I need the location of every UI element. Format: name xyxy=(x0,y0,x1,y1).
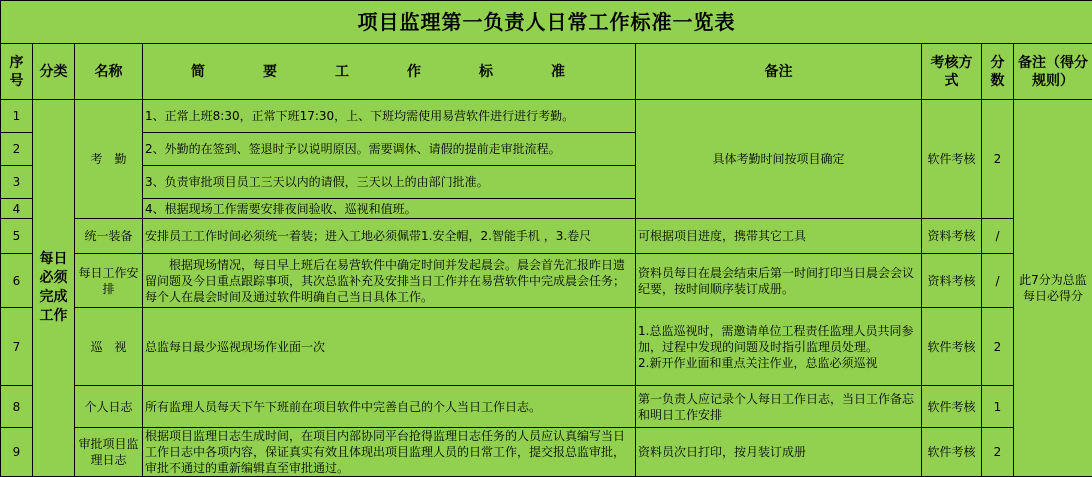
row-remark: 可根据项目进度，携带其它工具 xyxy=(636,219,922,254)
row-name: 巡 视 xyxy=(75,308,143,386)
table-row xyxy=(1,254,1092,308)
row-score: 1 xyxy=(982,386,1014,428)
row-name: 统一装备 xyxy=(75,219,143,254)
header-method: 考核方式 xyxy=(922,44,982,100)
table-row xyxy=(1,428,1092,477)
row-remark: 1.总监巡视时，需邀请单位工程责任监理人员共同参加，过程中发现的问题及时指引监理员处理。 2.新开作业面和重点关注作业，总监必须巡视 xyxy=(636,308,922,386)
row-standard: 3、负责审批项目员工三天以内的请假，三天以上的由部门批准。 xyxy=(143,166,636,199)
row-seq: 7 xyxy=(1,308,33,386)
row-name: 审批项目监理日志 xyxy=(75,428,143,477)
row-standard: 4、根据现场工作需要安排夜间验收、巡视和值班。 xyxy=(143,199,636,219)
header-name: 名称 xyxy=(75,44,143,100)
header-seq: 序号 xyxy=(1,44,33,100)
header-standard: 简 要 工 作 标 准 xyxy=(143,44,636,100)
row-seq: 1 xyxy=(1,100,33,133)
row-standard: 根据项目监理日志生成时间，在项目内部协同平台抢得监理日志任务的人员应认真编写当日工作日志中各项内容，保证真实有效且体现出项目监理人员的日常工作，提交报总监审批，审批不通过的重新编辑直至审批通过。 xyxy=(143,428,636,477)
row-method: 资料考核 xyxy=(922,219,982,254)
page-title: 项目监理第一负责人日常工作标准一览表 xyxy=(1,1,1092,44)
row-standard: 1、正常上班8:30，正常下班17:30，上、下班均需使用易营软件进行进行考勤。 xyxy=(143,100,636,133)
table-row xyxy=(1,219,1092,254)
header-score: 分数 xyxy=(982,44,1014,100)
row-seq: 5 xyxy=(1,219,33,254)
row-standard: 根据现场情况，每日早上班后在易营软件中确定时间并发起晨会。晨会首先汇报昨日遗留问题及今日重点跟踪事项，其次总监补充及安排当日工作并在易营软件中完成晨会任务；每个人在晨会时间及通过软件明确自己当日具体工作。 xyxy=(143,254,636,308)
row-standard: 安排员工工作时间必须统一着装；进入工地必须佩带1.安全帽，2.智能手机 ，3.卷尺 xyxy=(143,219,636,254)
row-method: 软件考核 xyxy=(922,100,982,219)
table-row xyxy=(1,308,1092,386)
row-remark: 资料员次日打印，按月装订成册 xyxy=(636,428,922,477)
row-seq: 6 xyxy=(1,254,33,308)
category-cell: 每日必须完成工作 xyxy=(33,100,75,477)
row-seq: 8 xyxy=(1,386,33,428)
header-note: 备注（得分规则） xyxy=(1014,44,1092,100)
row-seq: 9 xyxy=(1,428,33,477)
row-score: / xyxy=(982,219,1014,254)
header-category: 分类 xyxy=(33,44,75,100)
row-seq: 2 xyxy=(1,133,33,166)
note-rule-cell: 此7分为总监每日必得分 xyxy=(1014,100,1092,477)
row-name: 考 勤 xyxy=(75,100,143,219)
row-method: 软件考核 xyxy=(922,386,982,428)
row-name: 每日工作安排 xyxy=(75,254,143,308)
row-standard: 总监每日最少巡视现场作业面一次 xyxy=(143,308,636,386)
table-row xyxy=(1,100,1092,133)
row-remark: 资料员每日在晨会结束后第一时间打印当日晨会会议纪要，按时间顺序装订成册。 xyxy=(636,254,922,308)
row-name: 个人日志 xyxy=(75,386,143,428)
row-method: 软件考核 xyxy=(922,428,982,477)
row-remark: 具体考勤时间按项目确定 xyxy=(636,100,922,219)
row-method: 资料考核 xyxy=(922,254,982,308)
header-remark: 备注 xyxy=(636,44,922,100)
row-score: / xyxy=(982,254,1014,308)
row-score: 2 xyxy=(982,308,1014,386)
row-score: 2 xyxy=(982,428,1014,477)
row-standard: 所有监理人员每天下午下班前在项目软件中完善自己的个人当日工作日志。 xyxy=(143,386,636,428)
row-seq: 4 xyxy=(1,199,33,219)
row-seq: 3 xyxy=(1,166,33,199)
row-remark: 第一负责人应记录个人每日工作日志，当日工作备忘和明日工作安排 xyxy=(636,386,922,428)
table-row xyxy=(1,386,1092,428)
row-standard: 2、外勤的在签到、签退时予以说明原因。需要调休、请假的提前走审批流程。 xyxy=(143,133,636,166)
row-score: 2 xyxy=(982,100,1014,219)
row-method: 软件考核 xyxy=(922,308,982,386)
